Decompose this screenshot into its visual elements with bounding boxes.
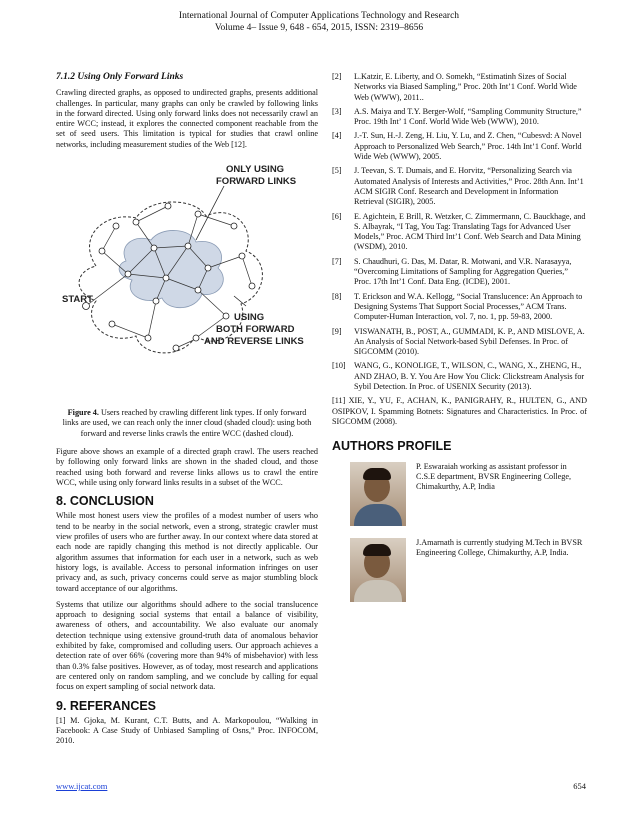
reference-item: [5] J. Teevan, S. T. Dumais, and E. Horvitz, “Personalizing Search via Automated Analysis of Interests and Activities,” Proc. 28th Ann. Int’1 ACM SIGIR Conf. Research and Development in Information Retrieval (SIGIR), 2005.	[332, 166, 584, 207]
reference-item: [9] VISWANATH, B., POST, A., GUMMADI, K. P., AND MISLOVE, A. An Analysis of Social Network-based Sybil Defenses. In Proc. of SIGCOMM (2010).	[332, 326, 585, 357]
reference-item: [10] WANG, G., KONOLIGE, T., WILSON, C., WANG, X., ZHENG, H., AND ZHAO, B. Y. You Are How You Click: Clickstream Analysis for Sybil Detection. In Proc. of USENIX Security (2013).	[332, 361, 585, 392]
author-photo-1	[350, 462, 406, 526]
label-both-1: USING	[234, 312, 265, 324]
label-only-forward-1: ONLY USING	[226, 164, 285, 176]
page-footer	[56, 781, 586, 791]
conclusion-heading: 8. CONCLUSION	[56, 494, 154, 509]
label-only-forward-2: FORWARD LINKS	[216, 176, 297, 188]
reference-item: [2] L.Katzir, E. Liberty, and O. Somekh, “Estimatinh Sizes of Social Networks via Biased Sampling,” Proc. 20th Int’1 Conf. World Wide Web (WWW), 2011..	[332, 72, 577, 102]
references-heading: 9. REFERANCES	[56, 698, 157, 713]
left-column	[56, 72, 318, 753]
author-bio-2: J.Amarnath is currently studying M.Tech in BVSR Engineering College, Chimakurthy, A.P, India.	[416, 537, 583, 557]
reference-1: [1] M. Gjoka, M. Kurant, C.T. Butts, and A. Markopoulou, “Walking in Facebook: A Case Study of Unbiased Sampling of Osns,” Proc. INFOCOM, 2010.	[56, 715, 318, 746]
figure-graph-crawl	[56, 156, 318, 406]
journal-volume: Volume 4– Issue 9, 648 - 654, 2015, ISSN: 2319–8656	[214, 23, 424, 33]
reference-item: [8] T. Erickson and W.A. Kellogg, “Social Translucence: An Approach to Designing Systems That Support Social Processes,” ACM Trans. Computer-Human Interaction, vol. 7, no. 1, pp. 59-83, 2000.	[332, 291, 583, 322]
caption-label: Figure 4.	[67, 408, 99, 418]
reference-item: [4] J.-T. Sun, H.-J. Zeng, H. Liu, Y. Lu, and Z. Chen, “Cubesvd: A Novel Approach to Personalized Web Search,” Proc. 14th Int’1 Conf. World Wide Web (WWW), 2005.	[332, 131, 582, 162]
label-both-3: AND REVERSE LINKS	[204, 336, 304, 348]
caption-text: Users reached by crawling different link types. If only forward links are used, we can reach only the inner cloud (shaded cloud): using both forward and reverse links crawls the entire WCC (dashed cloud).	[62, 408, 312, 438]
reference-list	[332, 72, 587, 392]
page-number: 654	[573, 781, 586, 791]
reference-item: [6] E. Agichtein, E Brill, R. Wetzker, C. Zimmermann, C. Bauckhage, and S. Albayrak, “I Tag, You Tag: Translating Tags for Advanced User Models,” Proc. ACM Third Int’1 Conf. Web Search and Data Mining (WSDM), 2010.	[332, 211, 586, 252]
right-column	[332, 72, 587, 614]
author-bio-1: P. Eswaraiah working as assistant professor in C.S.E department, BVSR Engineering College, Chimakurthy, A.P, India	[416, 461, 572, 492]
journal-header	[0, 10, 638, 34]
authors-heading: AUTHORS PROFILE	[332, 439, 452, 454]
reference-item: [3] A.S. Maiya and T.Y. Berger-Wolf, “Sampling Community Structure,” Proc. 19th Int’ 1 Conf. World Wide Web (WWW), 2010.	[332, 106, 582, 127]
reference-11: [11] XIE, Y., YU, F., ACHAN, K., PANIGRAHY, R., HULTEN, G., AND OSIPKOV, I. Spamming Botnets: Signatures and Characteristics. In Proc. of SIGCOMM (2008).	[332, 396, 587, 426]
reference-item: [7] S. Chaudhuri, G. Das, M. Datar, R. Motwani, and V.R. Narasayya, “Overcoming Limitations of Sampling for Aggregation Queries,” Proc. 17th Int’1 Conf. Data Eng. (ICDE), 2001.	[332, 256, 572, 287]
paragraph-conclusion-2: Systems that utilize our algorithms should adhere to the social translucence approach to designing social systems that entail a balance of visibility, awareness of others, and accountability. We also evaluate our anomaly detection technique using extensive ground-truth data of anomalous behavior exhibited by fake, compromised and colluding users. Our approach achieves a detection rate of over 66% (covering more than 94% of misbehavior) with less than 0.3% false positives. However, as of today, most research and applications are centered only on random sampling, and we conclude by calling for equal focus on expert sampling of social network data.	[56, 599, 318, 692]
label-both-2: BOTH FORWARD	[216, 324, 295, 336]
paragraph-figure-explanation: Figure above shows an example of a directed graph crawl. The users reached by following only forward links are shown in the shaded cloud, and those reached using both forward and reverse links allows us to crawl the entire WCC, while using only forward links results in a subset of the WCC.	[56, 446, 318, 487]
author-profile-2	[350, 538, 587, 602]
journal-title: International Journal of Computer Applications Technology and Research	[178, 11, 460, 21]
label-start: START	[62, 294, 93, 306]
figure-caption	[60, 408, 314, 439]
author-profile-1	[350, 462, 587, 526]
paragraph-forward-links: Crawling directed graphs, as opposed to undirected graphs, presents additional challenges. In particular, many graphs can only be crawled by following links in the forward directed. Using only forward links does not necessarily crawl an entire WCC; instead, it explores the connected component reachable from the set of seed users. This limitation is typical for studies that crawl online networks, including measurement studies of the Web [12].	[56, 88, 318, 149]
author-photo-2	[350, 538, 406, 602]
section-title-forward-links: 7.1.2 Using Only Forward Links	[56, 72, 184, 82]
paragraph-conclusion-1: While most honest users view the profiles of a modest number of users who tend to be nearby in the social network, even a strong, strategic crawler must view profiles of users who are further away. In our context where data stored at each node are rapidly changing this method is not directly applicable. Our algorithm assumes that information for each user in a network, such as web history logs, is available. Access to personal information infringes on user privacy and, as such, privacy concerns could serve as major stumbling block toward acceptance of our algorithms.	[56, 511, 318, 593]
journal-url-link[interactable]: www.ijcat.com	[56, 781, 108, 791]
